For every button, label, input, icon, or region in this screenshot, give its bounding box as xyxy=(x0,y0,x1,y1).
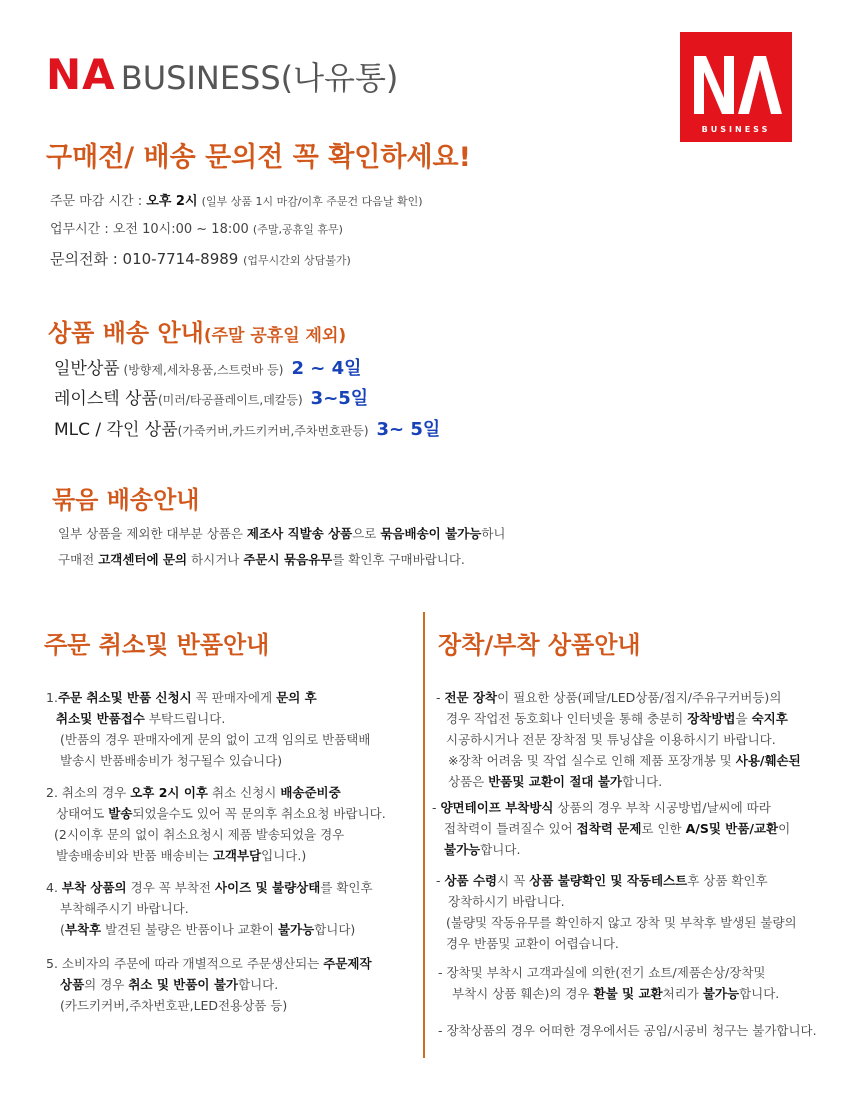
install-para-1: - 전문 장착이 필요한 상품(페달/LED상품/접지/주유구커버등)의 경우 작업전 동호회나 인터넷을 통해 충분히 장착방법을 숙지후 시공하시거나 전문 장착점 및 튜닝샵을 이용하시기 바랍니다. ※장착 어려움 및 작업 실수로 인해 제품 포장개봉 및 사용/훼손된 상품은 반품및 교환이 절대 불가합니다. xyxy=(436,690,801,789)
cancel-para-3: 4. 부착 상품의 경우 꼭 부착전 사이즈 및 불량상태를 확인후 부착해주시기 바랍니다. (부착후 발견된 불량은 반품이나 교환이 불가능합니다) xyxy=(46,880,373,937)
install-para-2: - 양면테이프 부착방식 상품의 경우 부착 시공방법/날씨에 따라 접착력이 틀려질수 있어 접착력 문제로 인한 A/S및 반품/교환이 불가능합니다. xyxy=(432,800,791,857)
bundle-line-1: 일부 상품을 제외한 대부분 상품은 제조사 직발송 상품으로 묶음배송이 불가능하니 xyxy=(58,526,506,541)
brand-rest: BUSINESS(나유통) xyxy=(120,59,399,97)
headline: 구매전/ 배송 문의전 꼭 확인하세요! xyxy=(46,142,471,173)
cancel-title: 주문 취소및 반품안내 xyxy=(44,631,270,659)
cancel-para-1: 1.주문 취소및 반품 신청시 꼭 판매자에게 문의 후 취소및 반품접수 부탁드립니다. (반품의 경우 판매자에게 문의 없이 고객 임의로 반품택배 발송시 반품배송비가 청구될수 있습니다) xyxy=(46,690,371,768)
brand-na: NA xyxy=(46,50,116,99)
bundle-line-2: 구매전 고객센터에 문의 하시거나 주문시 묶음유무를 확인후 구매바랍니다. xyxy=(58,552,465,567)
cancel-para-2: 2. 취소의 경우 오후 2시 이후 취소 신청시 배송준비중 상태여도 발송되었을수도 있어 꼭 문의후 취소요청 바랍니다. (2시이후 문의 없이 취소요청시 제품 발송되었을 경우 발송배송비와 반품 배송비는 고객부담입니다.) xyxy=(46,785,386,863)
brand-logo xyxy=(680,32,792,142)
install-para-5: - 장착상품의 경우 어떠한 경우에서든 공임/시공비 청구는 불가합니다. xyxy=(438,1023,817,1038)
logo-subtext: BUSINESS xyxy=(701,125,771,134)
shipping-item-mlc: MLC / 각인 상품(가죽커버,카드키커버,주차번호판등) 3~ 5일 xyxy=(54,419,441,440)
cancel-para-4: 5. 소비자의 주문에 따라 개별적으로 주문생산되는 주문제작 상품의 경우 취소 및 반품이 불가합니다. (카드키커버,주차번호판,LED전용상품 등) xyxy=(46,956,372,1013)
bundle-text xyxy=(58,521,505,573)
brand-title xyxy=(46,50,398,99)
shipping-item-general: 일반상품 (방향제,세차용품,스트럿바 등) 2 ~ 4일 xyxy=(54,358,362,379)
bundle-title: 묶음 배송안내 xyxy=(52,486,200,514)
shipping-item-racetech: 레이스텍 상품(미러/타공플레이트,데칼등) 3~5일 xyxy=(54,388,369,409)
shipping-title: 상품 배송 안내(주말 공휴일 제외) xyxy=(48,319,347,347)
column-divider xyxy=(423,612,425,1058)
cutoff-line: 주문 마감 시간 : 오후 2시 (일부 상품 1시 마감/이후 주문건 다음날 확인) xyxy=(50,194,423,209)
install-para-3: - 상품 수령시 꼭 상품 불량확인 및 작동테스트후 상품 확인후 장착하시기 바랍니다. (불량및 작동유무를 확인하지 않고 장착 및 부착후 발생된 불량의 경우 반품및 교환이 어렵습니다. xyxy=(436,873,797,951)
hours-line: 업무시간 : 오전 10시:00 ~ 18:00 (주말,공휴일 휴무) xyxy=(50,222,343,237)
install-title: 장착/부착 상품안내 xyxy=(438,631,641,659)
install-para-4: - 장착및 부착시 고객과실에 의한(전기 쇼트/제품손상/장착및 부착시 상품 훼손)의 경우 환불 및 교환처리가 불가능합니다. xyxy=(438,965,780,1001)
phone-line: 문의전화 : 010-7714-8989 (업무시간외 상담불가) xyxy=(50,250,351,268)
